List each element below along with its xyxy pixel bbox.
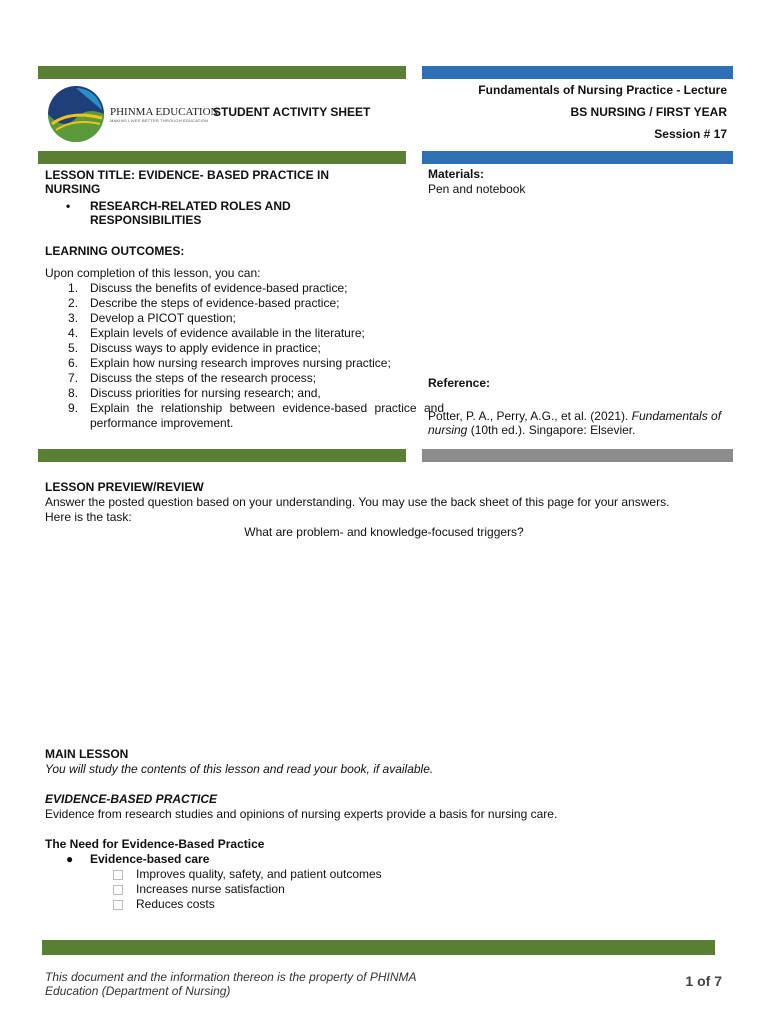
checkbox-square-icon — [113, 885, 123, 895]
materials-label: Materials: — [428, 167, 485, 181]
reference-edition: (10th ed.). Singapore: Elsevier. — [467, 423, 636, 437]
header-bar-left — [38, 66, 406, 79]
header-bar-right — [422, 66, 733, 79]
preview-heading: LESSON PREVIEW/REVIEW — [45, 480, 204, 494]
materials-value: Pen and notebook — [428, 182, 526, 196]
reference-citation — [428, 409, 728, 437]
outcome-item: Explain the relationship between evidence-based practice and performance improvement. — [90, 401, 444, 430]
program: BS NURSING / FIRST YEAR — [570, 105, 727, 119]
lesson-title: LESSON TITLE: EVIDENCE- BASED PRACTICE IN NURSING — [45, 168, 330, 196]
checkbox-square-icon — [113, 870, 123, 880]
table-bottom-bar-right — [422, 449, 733, 462]
outcomes-intro: Upon completion of this lesson, you can: — [45, 266, 261, 280]
outcome-item: Discuss priorities for nursing research; and, — [90, 386, 321, 400]
need-sub-list — [113, 867, 382, 912]
ebp-text: Evidence from research studies and opinions of nursing experts provide a basis for nursing care. — [45, 807, 558, 821]
outcome-item: Discuss the steps of the research process; — [90, 371, 317, 385]
outcome-item: Explain how nursing research improves nursing practice; — [90, 356, 391, 370]
reference-label: Reference: — [428, 376, 491, 390]
preview-task-label: Here is the task: — [45, 510, 132, 524]
bullet-dot: ● — [66, 852, 74, 866]
outcome-item: Develop a PICOT question; — [90, 311, 236, 325]
ebp-heading: EVIDENCE-BASED PRACTICE — [45, 792, 218, 806]
sheet-title: STUDENT ACTIVITY SHEET — [213, 105, 371, 119]
outcomes-heading: LEARNING OUTCOMES: — [45, 244, 185, 258]
main-note: You will study the contents of this lesson and read your book, if available. — [45, 762, 434, 776]
preview-question: What are problem- and knowledge-focused triggers? — [244, 525, 524, 539]
need-bullet: Evidence-based care — [90, 852, 210, 866]
list-item — [113, 897, 382, 912]
list-item-text: Increases nurse satisfaction — [136, 882, 285, 896]
outcomes-list — [44, 281, 444, 431]
checkbox-square-icon — [113, 900, 123, 910]
session-number: Session # 17 — [654, 127, 727, 141]
org-name: PHINMA EDUCATION — [110, 106, 219, 118]
reference-authors: Potter, P. A., Perry, A.G., et al. (2021). — [428, 409, 632, 423]
list-item-text: Reduces costs — [136, 897, 215, 911]
course-title: Fundamentals of Nursing Practice - Lecture — [478, 83, 727, 97]
reference-book: Fundamentals of nursing — [428, 409, 722, 437]
subtopic: RESEARCH-RELATED ROLES AND RESPONSIBILITIES — [90, 199, 291, 227]
outcome-item: Discuss ways to apply evidence in practice; — [90, 341, 321, 355]
page-number: 1 of 7 — [685, 973, 722, 989]
footer-bar — [42, 940, 715, 955]
list-item — [113, 882, 382, 897]
table-bottom-bar-left — [38, 449, 406, 462]
list-item-text: Improves quality, safety, and patient outcomes — [136, 867, 382, 881]
section-bar-left — [38, 151, 406, 164]
footer-notice: This document and the information thereon is the property of PHINMA Education (Department of Nursing) — [45, 970, 417, 998]
need-heading: The Need for Evidence-Based Practice — [45, 837, 265, 851]
org-tagline: MAKING LIVES BETTER THROUGH EDUCATION — [110, 118, 209, 123]
outcome-item: Describe the steps of evidence-based practice; — [90, 296, 340, 310]
preview-instruction: Answer the posted question based on your understanding. You may use the back sheet of this page for your answers. — [45, 495, 670, 509]
outcome-item: Discuss the benefits of evidence-based practice; — [90, 281, 348, 295]
phinma-logo — [46, 84, 106, 144]
main-heading: MAIN LESSON — [45, 747, 129, 761]
subtopic-bullet: • — [66, 199, 71, 213]
outcome-item: Explain levels of evidence available in the literature; — [90, 326, 365, 340]
list-item — [113, 867, 382, 882]
section-bar-right — [422, 151, 733, 164]
